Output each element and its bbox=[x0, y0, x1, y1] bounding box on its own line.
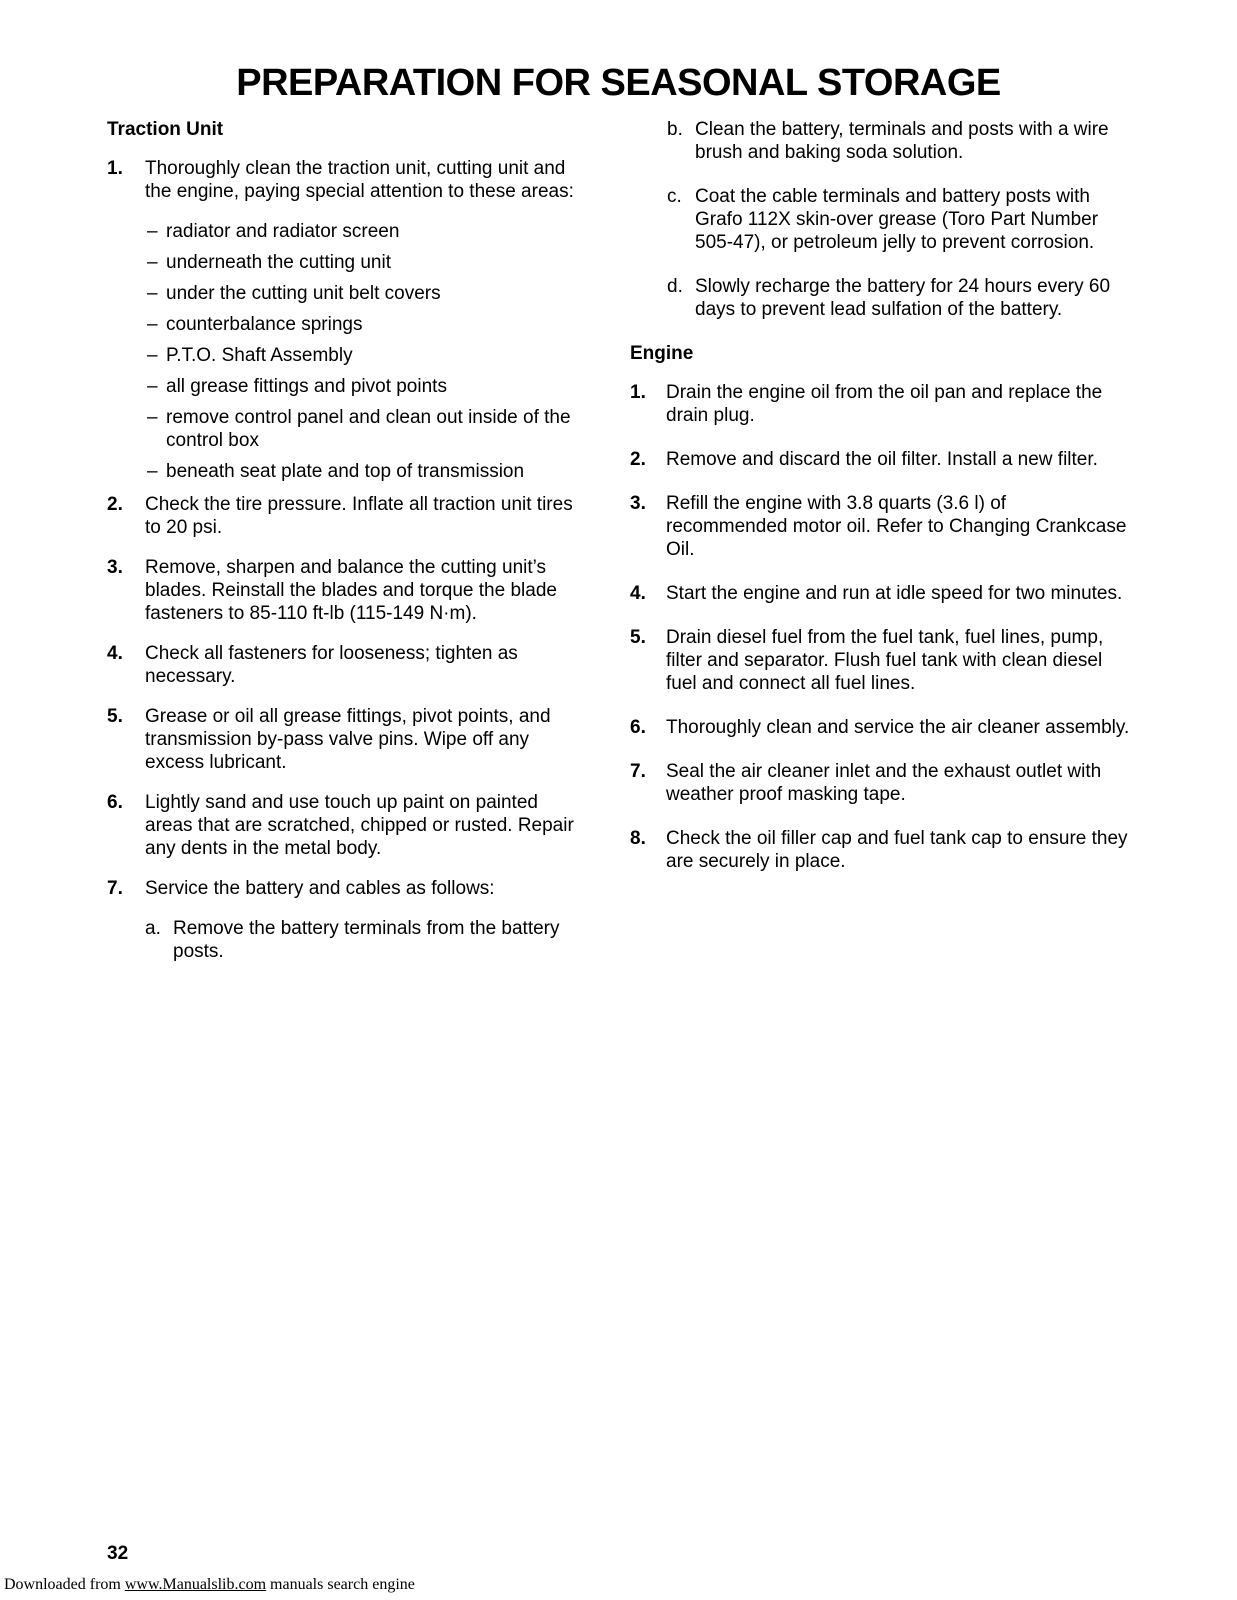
item-number: 2. bbox=[107, 494, 123, 515]
dash-item-text: counterbalance springs bbox=[166, 314, 363, 335]
item-text: Remove, sharpen and balance the cutting unit’s blades. Reinstall the blades and torque the blade fasteners to 85-110 ft-lb (115-149 N·m). bbox=[145, 557, 557, 624]
dash-list bbox=[147, 220, 585, 483]
dash-item-text: underneath the cutting unit bbox=[166, 252, 392, 273]
dash-list-item bbox=[147, 406, 585, 452]
dash-list-item bbox=[147, 313, 585, 336]
item-text: Refill the engine with 3.8 quarts (3.6 l) of recommended motor oil. Refer to Changing Crankcase Oil. bbox=[666, 493, 1127, 560]
sub-item-text: Slowly recharge the battery for 24 hours every 60 days to prevent lead sulfation of the battery. bbox=[695, 276, 1111, 320]
sub-item-letter: d. bbox=[667, 276, 683, 297]
dash-bullet: – bbox=[147, 252, 158, 273]
dash-list-item bbox=[147, 220, 585, 243]
list-item bbox=[107, 493, 585, 539]
section-heading-engine: Engine bbox=[630, 343, 694, 364]
page-title: PREPARATION FOR SEASONAL STORAGE bbox=[236, 62, 1001, 104]
list-item bbox=[630, 626, 1130, 695]
item-number: 4. bbox=[107, 643, 123, 664]
item-number: 5. bbox=[630, 627, 646, 648]
dash-item-text: P.T.O. Shaft Assembly bbox=[166, 345, 353, 366]
sub-item-letter: a. bbox=[145, 918, 161, 939]
list-item bbox=[107, 877, 585, 900]
dash-bullet: – bbox=[147, 461, 158, 482]
list-item bbox=[630, 716, 1130, 739]
dash-bullet: – bbox=[147, 221, 158, 242]
right-column bbox=[630, 118, 1130, 894]
list-item bbox=[630, 492, 1130, 561]
dash-list-item bbox=[147, 460, 585, 483]
item-number: 2. bbox=[630, 449, 646, 470]
list-item bbox=[107, 157, 585, 203]
sub-item-text: Remove the battery terminals from the battery posts. bbox=[173, 918, 560, 962]
item-text: Start the engine and run at idle speed for two minutes. bbox=[666, 583, 1123, 604]
list-item bbox=[630, 827, 1130, 873]
dash-bullet: – bbox=[147, 376, 158, 397]
item-text: Check the tire pressure. Inflate all traction unit tires to 20 psi. bbox=[145, 494, 573, 538]
dash-item-text: beneath seat plate and top of transmission bbox=[166, 461, 525, 482]
item-text: Lightly sand and use touch up paint on painted areas that are scratched, chipped or rusted. Repair any dents in the metal body. bbox=[145, 792, 574, 859]
sub-item-letter: b. bbox=[667, 119, 683, 140]
item-number: 7. bbox=[107, 878, 123, 899]
dash-bullet: – bbox=[147, 283, 158, 304]
item-text: Thoroughly clean the traction unit, cutting unit and the engine, paying special attention to these areas: bbox=[145, 158, 574, 202]
item-text: Service the battery and cables as follows: bbox=[145, 878, 495, 899]
dash-item-text: remove control panel and clean out inside of the control box bbox=[166, 407, 571, 451]
item-text: Thoroughly clean and service the air cleaner assembly. bbox=[666, 717, 1130, 738]
page-number: 32 bbox=[107, 1543, 129, 1564]
footer-prefix: Downloaded from bbox=[4, 1576, 125, 1593]
list-item bbox=[107, 642, 585, 688]
footer-watermark bbox=[4, 1576, 415, 1594]
item-number: 3. bbox=[107, 557, 123, 578]
item-text: Check the oil filler cap and fuel tank cap to ensure they are securely in place. bbox=[666, 828, 1128, 872]
item-number: 6. bbox=[107, 792, 123, 813]
list-item bbox=[107, 705, 585, 774]
dash-bullet: – bbox=[147, 407, 158, 428]
dash-bullet: – bbox=[147, 314, 158, 335]
dash-list-item bbox=[147, 344, 585, 367]
item-number: 3. bbox=[630, 493, 646, 514]
item-number: 6. bbox=[630, 717, 646, 738]
dash-item-text: all grease fittings and pivot points bbox=[166, 376, 447, 397]
dash-list-item bbox=[147, 282, 585, 305]
item-number: 5. bbox=[107, 706, 123, 727]
item-number: 1. bbox=[107, 158, 123, 179]
item-text: Check all fasteners for looseness; tighten as necessary. bbox=[145, 643, 518, 687]
sub-item-text: Coat the cable terminals and battery posts with Grafo 112X skin-over grease (Toro Part Number 505-47), or petroleum jelly to prevent corrosion. bbox=[695, 186, 1099, 253]
item-number: 4. bbox=[630, 583, 646, 604]
item-text: Drain the engine oil from the oil pan and replace the drain plug. bbox=[666, 382, 1103, 426]
item-number: 7. bbox=[630, 761, 646, 782]
sub-item-text: Clean the battery, terminals and posts with a wire brush and baking soda solution. bbox=[695, 119, 1109, 163]
dash-list-item bbox=[147, 251, 585, 274]
sub-item-letter: c. bbox=[667, 186, 682, 207]
left-column bbox=[107, 118, 585, 980]
sub-list-item bbox=[667, 275, 1130, 321]
section-heading-traction-unit: Traction Unit bbox=[107, 119, 224, 140]
item-text: Drain diesel fuel from the fuel tank, fuel lines, pump, filter and separator. Flush fuel tank with clean diesel fuel and connect all fuel lines. bbox=[666, 627, 1104, 694]
dash-item-text: radiator and radiator screen bbox=[166, 221, 400, 242]
item-number: 1. bbox=[630, 382, 646, 403]
sub-list-item bbox=[667, 185, 1130, 254]
dash-item-text: under the cutting unit belt covers bbox=[166, 283, 441, 304]
sub-list-item bbox=[145, 917, 585, 963]
footer-suffix: manuals search engine bbox=[266, 1576, 415, 1593]
list-item bbox=[630, 760, 1130, 806]
list-item bbox=[630, 381, 1130, 427]
list-item bbox=[107, 556, 585, 625]
dash-list-item bbox=[147, 375, 585, 398]
list-item bbox=[630, 448, 1130, 471]
list-item bbox=[107, 791, 585, 860]
dash-bullet: – bbox=[147, 345, 158, 366]
item-number: 8. bbox=[630, 828, 646, 849]
list-item bbox=[630, 582, 1130, 605]
manualslib-link[interactable]: www.Manualslib.com bbox=[124, 1576, 267, 1593]
item-text: Remove and discard the oil filter. Install a new filter. bbox=[666, 449, 1098, 470]
item-text: Grease or oil all grease fittings, pivot points, and transmission by-pass valve pins. Wipe off any excess lubricant. bbox=[145, 706, 551, 773]
item-text: Seal the air cleaner inlet and the exhaust outlet with weather proof masking tape. bbox=[666, 761, 1102, 805]
sub-list-item bbox=[667, 118, 1130, 164]
